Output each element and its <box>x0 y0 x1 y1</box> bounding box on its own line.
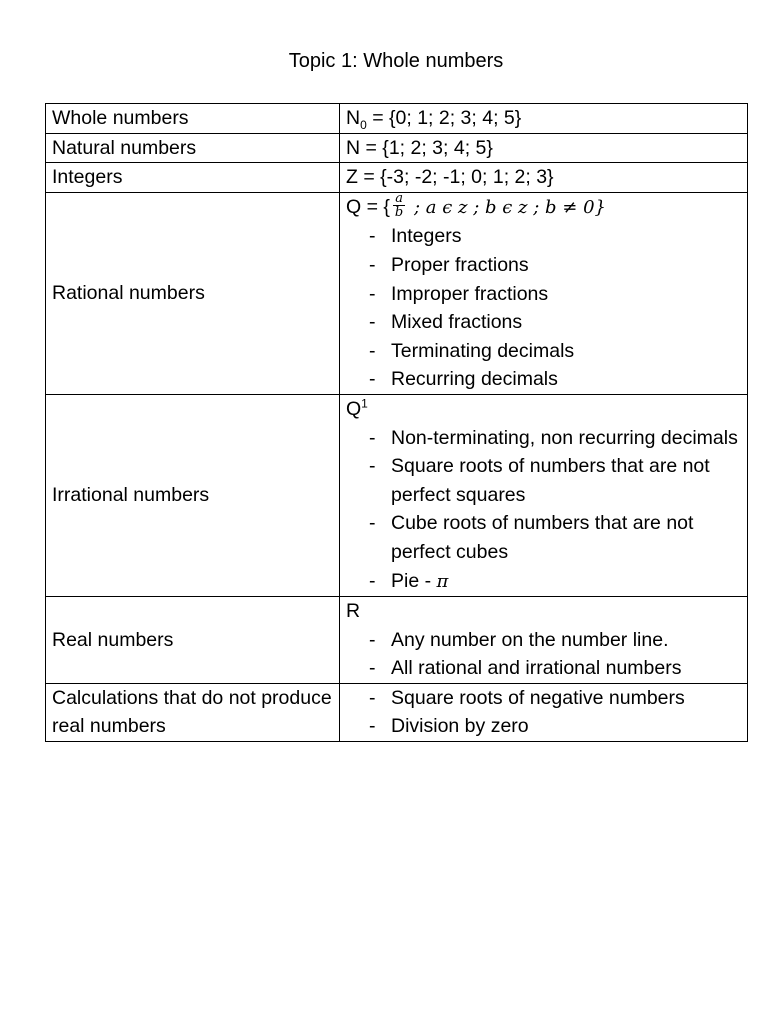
dash-list <box>346 424 741 597</box>
list-item: - Square roots of negative numbers <box>346 684 741 713</box>
table-row <box>46 104 748 134</box>
page-title: Topic 1: Whole numbers <box>288 50 504 72</box>
set-symbol: R <box>346 600 361 623</box>
definition-cell <box>340 597 748 684</box>
list-item: - Square roots of numbers that are not perfect squares <box>346 452 741 509</box>
term-cell: Whole numbers <box>46 104 340 134</box>
list-item: - Cube roots of numbers that are not perfect cubes <box>346 509 741 566</box>
list-item: - Integers <box>346 222 741 251</box>
list-item: - Terminating decimals <box>346 337 741 366</box>
term-cell: Irrational numbers <box>46 394 340 596</box>
table-row <box>46 163 748 193</box>
list-item: - Proper fractions <box>346 251 741 280</box>
number-sets-table <box>45 103 748 742</box>
list-item: - Improper fractions <box>346 280 741 309</box>
table-row <box>46 394 748 596</box>
fraction-denominator: b <box>394 205 404 221</box>
set-notation <box>346 193 741 223</box>
set-symbol-subscript: 0 <box>360 117 367 132</box>
term-cell: Integers <box>46 163 340 193</box>
definition-cell: Z = {-3; -2; -1; 0; 1; 2; 3} <box>340 163 748 193</box>
table-row <box>46 683 748 741</box>
set-symbol: N <box>346 107 361 129</box>
term-cell: Natural numbers <box>46 133 340 163</box>
term-cell: Rational numbers <box>46 192 340 394</box>
set-notation <box>346 395 741 424</box>
table-row <box>46 192 748 394</box>
list-item: - Any number on the number line. <box>346 626 741 655</box>
dash-list <box>346 222 741 394</box>
set-symbol-superscript: 1 <box>361 396 368 411</box>
list-item: - Non-terminating, non recurring decimals <box>346 424 741 453</box>
list-item-text: Pie - <box>391 569 437 592</box>
set-definition: = {0; 1; 2; 3; 4; 5} <box>366 107 522 129</box>
set-notation-prefix: Q = { <box>346 195 390 218</box>
list-item: - Division by zero <box>346 712 741 741</box>
table-row <box>46 597 748 684</box>
definition-cell: N = {1; 2; 3; 4; 5} <box>340 133 748 163</box>
definition-cell <box>340 683 748 741</box>
list-item: - Mixed fractions <box>346 308 741 337</box>
set-condition: ; a ϵ z ; b ϵ z ; b ≠ 0} <box>408 196 606 218</box>
dash-list <box>346 626 741 683</box>
definition-cell <box>340 394 748 596</box>
fraction <box>393 192 405 219</box>
definition-cell <box>340 192 748 394</box>
list-item: - All rational and irrational numbers <box>346 654 741 683</box>
set-symbol: Q <box>346 397 362 420</box>
table-row <box>46 133 748 163</box>
list-item <box>346 567 741 597</box>
fraction-numerator: a <box>393 192 405 206</box>
pi-symbol: π <box>436 570 449 592</box>
dash-list <box>346 684 741 741</box>
term-cell: Real numbers <box>46 597 340 684</box>
term-cell: Calculations that do not produce real numbers <box>46 683 340 741</box>
list-item: - Recurring decimals <box>346 365 741 394</box>
definition-cell <box>340 104 748 134</box>
